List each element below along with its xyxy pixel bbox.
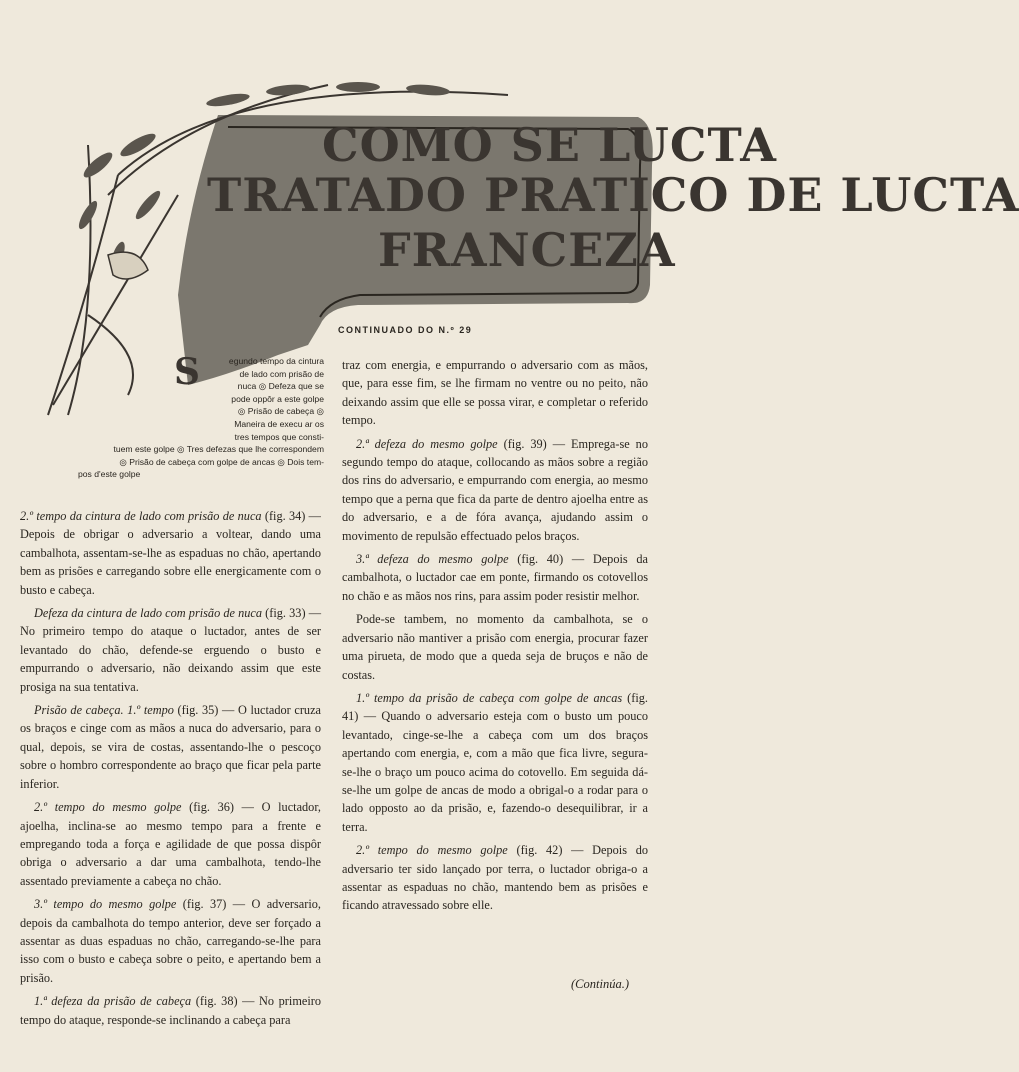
summary-line: tuem este golpe ◎ Tres defezas que lhe correspondem (113, 444, 324, 455)
continued-label: CONTINUADO DO N.º 29 (338, 325, 473, 335)
paragraph: Prisão de cabeça. 1.º tempo (fig. 35) — O luctador cruza os braços e cinge com as mãos a nuca do adversario, para o qual, depois, se vira de costas, assentando-lhe o pescoço sobre o hombro correspondente ao braço que ficar pela parte inferior. (20, 703, 321, 791)
right-column (342, 356, 648, 920)
paragraph: 3.ª defeza do mesmo golpe (fig. 40) — Depois da cambalhota, o luctador cae em ponte, firmando os cotovellos no chão e as mãos nos rins, para assim poder resistir melhor. (342, 552, 648, 603)
paragraph: 2.ª defeza do mesmo golpe (fig. 39) — Emprega-se no segundo tempo do ataque, collocando as mãos sobre a região dos rins do adversario, e empurrando com energia, ao mesmo tempo que a perna que fica da parte de dentro ajoelha entre as do adversario, e a de fóra avança, ajudando assim o movimento de repulsão effectuado pelos braços. (342, 436, 648, 543)
paragraph: Defeza da cintura de lado com prisão de nuca (fig. 33) — No primeiro tempo do ataque o luctador, antes de ser levantado do chão, defende-se erguendo o busto e empurrando o adversario, não deixando assim que este prosiga na sua tentativa. (20, 606, 321, 694)
continued-note: (Continúa.) (571, 977, 629, 991)
title-line-1: COMO SE LUCTA (322, 118, 777, 172)
paragraph: 2.º tempo da cintura de lado com prisão de nuca (fig. 34) — Depois de obrigar o adversario a voltear, dando uma cambalhota, assentam-se-lhe as espaduas no chão, apertando bem as prisões e carregando sobre elle energicamente com o busto e cabeça. (20, 509, 321, 597)
paragraph: 2.º tempo do mesmo golpe (fig. 42) — Depois do adversario ter sido lançado por terra, o luctador obriga-o a assentar as espaduas no chão, mantendo bem as prisões e ficando atravessado sobre elle. (342, 843, 649, 913)
paragraph: 2.º tempo do mesmo golpe (fig. 36) — O luctador, ajoelha, inclina-se ao mesmo tempo para a frente e empregando toda a força e agilidade de que possa dispôr obriga o adversario a dar uma cambalhota, tendo-lhe assentado previamente a cabeça no chão. (20, 800, 321, 888)
title-line-3: FRANCEZA (378, 223, 676, 277)
summary-line: tres tempos que consti- (234, 431, 324, 442)
paragraph: Pode-se tambem, no momento da cambalhota, se o adversario não mantiver a prisão com energia, procurar fazer uma pirueta, de modo que a queda seja de bruços e não de costas. (342, 612, 648, 682)
article-summary (58, 351, 324, 481)
paragraph: 1.ª defeza da prisão de cabeça (fig. 38) — No primeiro tempo do ataque, responde-se inclinando a cabeça para (20, 994, 322, 1027)
summary-line: de lado com prisão de (239, 368, 324, 379)
paragraph: 3.º tempo do mesmo golpe (fig. 37) — O adversario, depois da cambalhota do tempo anterior, deve ser forçado a assentar as duas espaduas no chão, carregando-se-lhe para isso com o busto e cabeça sobre o peito, e apertando bem a prisão. (20, 897, 321, 985)
summary-line: Maneira de execu ar os (234, 418, 324, 429)
paragraph: 1.º tempo da prisão de cabeça com golpe de ancas (fig. 41) — Quando o adversario esteja com o busto um pouco levantado, cinge-se-lhe a cabeça com um dos braços apertando com energia, e, com a mão que fica livre, segura-se-lhe o braço um pouco acima do cotovello. Em seguida dá-se-lhe um golpe de ancas de modo a obrigal-o a rodar para o lado opposto ao da prisão, e, fazendo-o desequilibrar, ir a terra. (342, 690, 648, 834)
drop-cap: S (174, 351, 200, 393)
summary-line: pode oppôr a este golpe (231, 393, 324, 404)
summary-line: nuca ◎ Defeza que se (237, 381, 324, 392)
summary-line: ◎ Prisão de cabeça ◎ (237, 406, 324, 417)
title-line-2: TRATADO PRATICO DE LUCTA (207, 168, 1019, 222)
summary-line: egundo tempo da cintura (228, 356, 324, 366)
paragraph: traz com energia, e empurrando o adversario com as mãos, que, para esse fim, se lhe firmam no ventre ou no peito, não deixando assim que elle se possa virar, e completar o referido tempo. (342, 358, 648, 428)
summary-line: ◎ Prisão de cabeça com golpe de ancas ◎ Dois tem- (119, 456, 324, 467)
summary-line: pos d'este golpe (78, 469, 141, 480)
left-column (20, 507, 321, 1034)
